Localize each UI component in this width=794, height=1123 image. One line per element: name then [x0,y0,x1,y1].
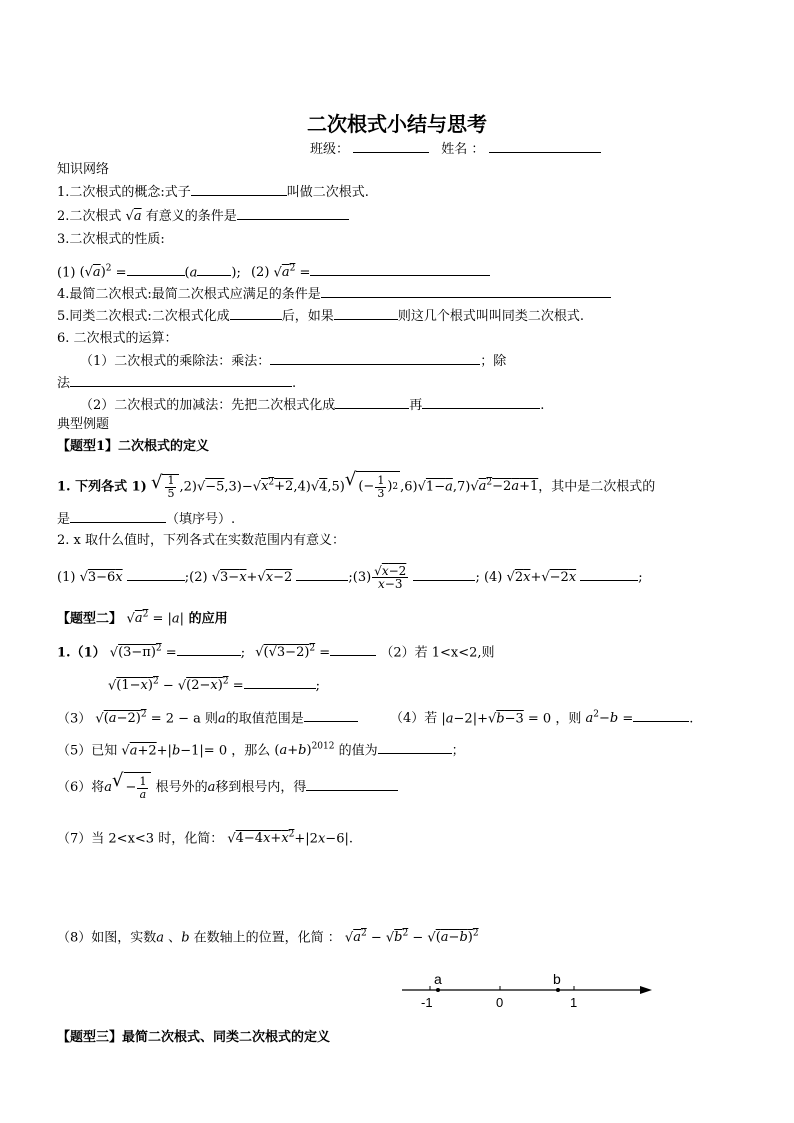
net-line-3: 3.二次根式的性质: [57,232,165,247]
name-label: 姓名 ： [441,142,485,157]
number-line [396,968,656,1012]
blank-5[interactable] [310,263,490,276]
blank-7[interactable] [230,307,282,320]
net-line-10: （2）二次根式的加减法：先把二次根式化成 再 . [80,398,545,413]
arrow-right-icon [640,986,652,994]
type3-heading: 【题型三】最简二次根式、同类二次根式的定义 [57,1030,331,1045]
net-line-4: (1) $(√a)^2 = (a$ ); (2) $√a^2$ = [57,260,490,282]
type1-question-1-answer: 是 （填序号）. [57,512,236,527]
type2-item-1: 1.（1） $√(3-\pi)^2$ = ; $√(√3-2)^2 = (2)$若 1<x<2,则 [57,644,495,661]
blank-24[interactable] [306,778,398,791]
blank-11[interactable] [335,396,409,409]
blank-3[interactable] [127,263,185,276]
net-line-9: 法 . [57,376,297,391]
type2-item-3: （3） $√(a-2)^2 = 2 - a$ 则a的取值范围是 （4）若 |a−2|+√b−3 = 0 ，则 $a^2-b$ = . [57,710,694,727]
net-line-8: （1）二次根式的乘除法：乘法： ；除 [80,354,507,369]
type2-heading: 【题型二】 $√a^2 = |a|$ 的应用 [57,610,228,627]
blank-13[interactable] [70,510,166,523]
net-line-1: 1.二次根式的概念:式子 叫做二次根式. [57,185,369,200]
type2-item-7: （7）当 2<x<3 时，化简： $√4-4x+x^2+|2x-6|$. [57,830,353,847]
type1-heading: 【题型1】二次根式的定义 [57,439,210,454]
blank-14[interactable] [127,568,185,581]
blank-16[interactable] [413,568,475,581]
point-a [436,988,440,992]
blank-1[interactable] [191,183,287,196]
type1-question-2-items: (1) √3−6x ;(2) √3−x+√x−2 ;(3) $\frac{√x-2}{x-3}$ ; (4) √2x+√−2x ; [57,564,643,591]
label-b: b [553,971,561,987]
type2-item-2: $√(1-x)^2 - √(2-x)^2$ = ; [108,677,320,694]
blank-22[interactable] [633,709,689,722]
label-a: a [434,971,442,987]
blank-6[interactable] [321,285,611,298]
blank-2[interactable] [237,207,349,220]
net-line-5: 4.最简二次根式:最简二次根式应满足的条件是 [57,285,611,304]
section-knowledge-network: 知识网络 [57,162,110,177]
blank-17[interactable] [580,568,638,581]
blank-10[interactable] [70,374,292,387]
name-blank[interactable] [489,140,601,153]
net-line-6: 5.同类二次根式:二次根式化成 后，如果 则这几个根式叫叫同类二次根式. [57,309,584,324]
blank-9[interactable] [270,352,480,365]
blank-19[interactable] [330,643,376,656]
tick-label-minus-one: -1 [421,995,433,1010]
blank-20[interactable] [244,676,316,689]
type2-item-6: （6）将a √ − $\frac{1}{a}$ 根号外的a移到根号内，得 [57,772,398,803]
point-b [556,988,560,992]
blank-4[interactable] [197,263,231,276]
type1-question-1: 1. 下列各式 1) √ $\frac{1}{5}$ $,2)√-5,3)-√x^2+2,4)√4,5$) √ (− $\frac{1}{3}$ ) 2 $,6)√1-a,7)√a^2-2a+1$，其中是二次根式的 [57,468,655,502]
page-title: 二次根式小结与思考 [307,112,487,136]
type2-item-8: （8）如图，实数a 、b 在数轴上的位置，化简 ： $√a^2 - √b^2 - √(a-b)^2$ [57,929,479,946]
section-typical-examples: 典型例题 [57,417,110,432]
blank-21[interactable] [304,709,358,722]
student-info [310,140,601,159]
blank-12[interactable] [422,396,540,409]
class-label: 班级： [310,142,350,157]
type2-item-5: （5）已知 √a+2+|b−1|= 0 ，那么 $(a+b)^{2012}$ 的值为 ； [57,742,465,759]
blank-15[interactable] [296,568,348,581]
blank-18[interactable] [177,643,241,656]
blank-23[interactable] [378,741,452,754]
net-line-7: 6. 二次根式的运算： [57,331,178,346]
tick-label-zero: 0 [496,995,504,1010]
type1-question-2: 2. x 取什么值时，下列各式在实数范围内有意义： [57,533,345,548]
tick-label-one: 1 [570,995,578,1010]
net-line-2: 2.二次根式 √a 有意义的条件是 [57,207,349,226]
class-blank[interactable] [353,140,429,153]
blank-8[interactable] [334,307,398,320]
